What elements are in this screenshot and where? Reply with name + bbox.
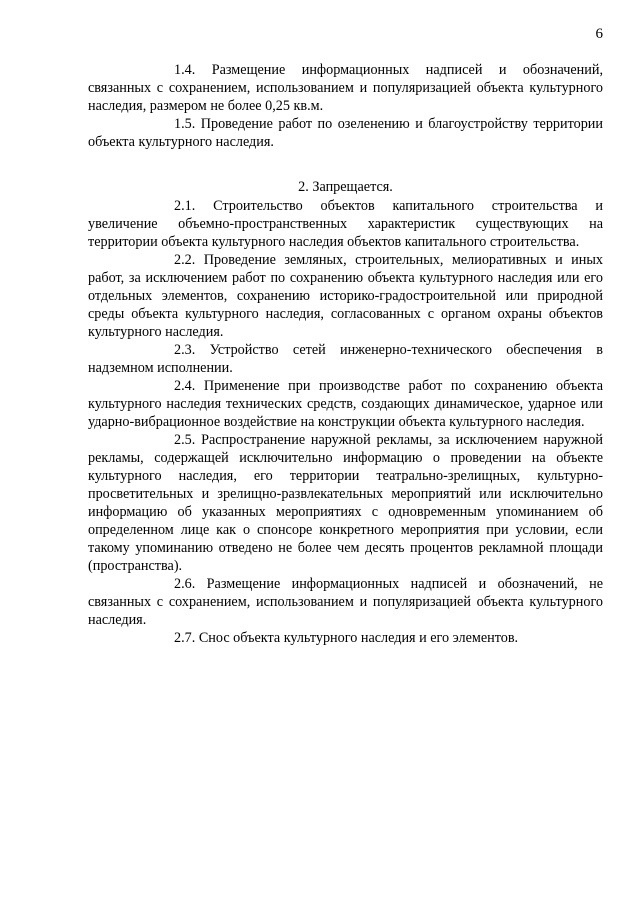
list-item [88, 377, 603, 431]
list-item [88, 431, 603, 575]
permitted-items-list [88, 61, 603, 151]
list-item [88, 115, 603, 151]
section-heading: 2. Запрещается. [298, 179, 393, 195]
prohibited-items-list [88, 197, 603, 647]
list-item [88, 197, 603, 251]
item-number: 2.3. [174, 342, 196, 358]
item-number: 2.5. [174, 432, 196, 448]
item-text: Проведение земляных, строительных, мелиоративных и иных работ, за исключением работ по сохранению объекта культурного наследия или его отдельных элементов, сохранению историко-градостроительной или природной среды объекта культурного наследия, согласованных с органом охраны объектов культурного наследия. [88, 252, 603, 340]
item-number: 2.4. [174, 378, 196, 394]
item-text: Проведение работ по озеленению и благоустройству территории объекта культурного наследия. [88, 116, 603, 150]
item-text: Размещение информационных надписей и обозначений, связанных с сохранением, использованием и популяризацией объекта культурного наследия, размером не более 0,25 кв.м. [88, 62, 603, 114]
item-text: Устройство сетей инженерно-технического обеспечения в надземном исполнении. [88, 342, 604, 376]
list-item [88, 575, 603, 629]
item-text: Распространение наружной рекламы, за исключением наружной рекламы, содержащей исключительно информацию о проведении на объекте культурного наследия, его территории театрально-зрелищных, культурно-просветительных и зрелищно-развлекательных мероприятий или исключительно информацию об указанных мероприятиях с одновременным упоминанием об определенном лице как о спонсоре конкретного мероприятия при условии, если такому упоминанию отведено не более чем десять процентов рекламной площади (пространства). [88, 432, 603, 574]
item-number: 2.6. [174, 576, 196, 592]
item-text: Снос объекта культурного наследия и его элементов. [198, 630, 519, 646]
list-item [88, 629, 603, 647]
list-item [88, 341, 603, 377]
item-number: 1.5. [174, 116, 196, 132]
list-item [88, 61, 603, 115]
item-number: 1.4. [174, 62, 196, 78]
item-text: Применение при производстве работ по сохранению объекта культурного наследия технических средств, создающих динамическое, ударное или ударно-вибрационное воздействие на конструкции объекта культурного наследия. [88, 378, 604, 430]
item-number: 2.1. [174, 198, 196, 214]
page-number: 6 [595, 26, 603, 42]
item-text: Строительство объектов капитального строительства и увеличение объемно-пространственных характеристик существующих на территории объекта культурного наследия объектов капитального строительства. [88, 198, 603, 250]
item-number: 2.2. [174, 252, 196, 268]
item-text: Размещение информационных надписей и обозначений, не связанных с сохранением, использованием и популяризацией объекта культурного наследия. [88, 576, 603, 628]
item-number: 2.7. [174, 630, 196, 646]
document-body [88, 61, 603, 647]
list-item [88, 251, 603, 341]
